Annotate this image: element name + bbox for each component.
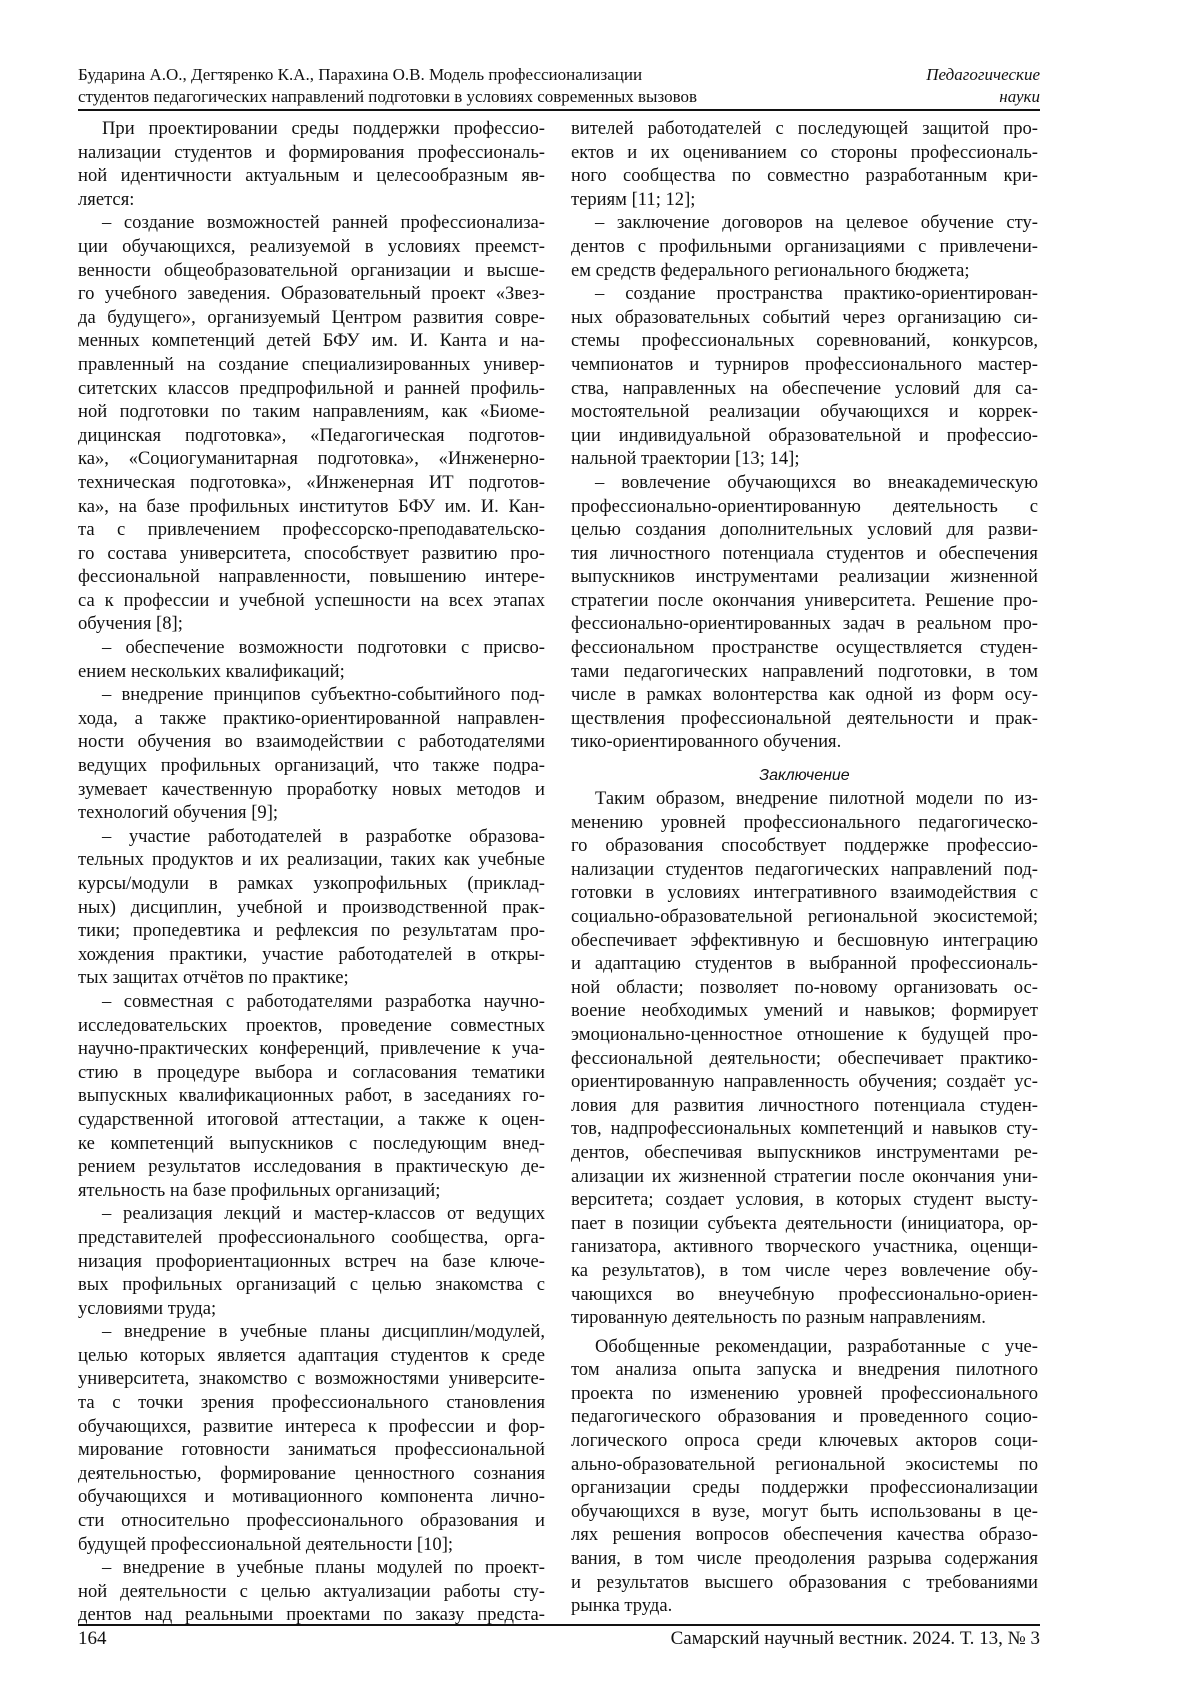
text-line: ке компетенций выпускников с последующим внед-: [78, 1132, 545, 1156]
text-line: ением нескольких квалификаций;: [78, 660, 545, 684]
text-line: дентов, обеспечивая выпускников инструментами ре-: [571, 1141, 1038, 1165]
text-line: обучающихся в вузе, могут быть использованы в це-: [571, 1500, 1038, 1524]
text-line: го учебного заведения. Образовательный проект «Звез-: [78, 282, 545, 306]
text-line: фессионально-ориентированных задач в реальном про-: [571, 612, 1038, 636]
text-line: обучающихся, развитие интереса к профессии и фор-: [78, 1415, 545, 1439]
header-divider: [78, 109, 1040, 111]
text-line: ганизатора, активного творческого участника, оценщи-: [571, 1235, 1038, 1259]
text-line: фессиональной направленности, повышению интере-: [78, 565, 545, 589]
text-line: ка результатов), в том числе через вовлечение обу-: [571, 1259, 1038, 1283]
paragraph: [78, 683, 545, 825]
text-line: ка», на базе профильных институтов БФУ им. И. Кан-: [78, 495, 545, 519]
text-line: го образования способствует поддержке профессио-: [571, 834, 1038, 858]
text-line: мостоятельной реализации обучающихся и коррек-: [571, 400, 1038, 424]
text-line: нальной траектории [13; 14];: [571, 447, 1038, 471]
text-line: – внедрение в учебные планы дисциплин/модулей,: [78, 1320, 545, 1344]
header-title-line: Бударина А.О., Дегтяренко К.А., Парахина О.В. Модель профессионализации: [78, 64, 697, 86]
text-line: чемпионатов и турниров профессионального мастер-: [571, 353, 1038, 377]
text-line: нализации студентов и формирования профессиональ-: [78, 141, 545, 165]
text-line: – внедрение принципов субъектно-событийного под-: [78, 683, 545, 707]
text-line: социально-образовательной региональной экосистемой;: [571, 905, 1038, 929]
text-line: сударственной итоговой аттестации, а также к оцен-: [78, 1108, 545, 1132]
text-line: ства, направленных на обеспечение условий для са-: [571, 377, 1038, 401]
text-line: готовки в условиях интегративного взаимодействия с: [571, 881, 1038, 905]
text-line: ной подготовки по таким направлениям, как «Биоме-: [78, 400, 545, 424]
text-line: – реализация лекций и мастер-классов от ведущих: [78, 1202, 545, 1226]
text-line: ем средств федерального регионального бюджета;: [571, 259, 1038, 283]
text-line: хода, а также практико-ориентированной направлен-: [78, 707, 545, 731]
text-line: вителей работодателей с последующей защитой про-: [571, 117, 1038, 141]
text-line: проекта по изменению уровней профессионального: [571, 1382, 1038, 1406]
text-line: вых профильных организаций с целью знакомства с: [78, 1273, 545, 1297]
text-line: фессиональном пространстве осуществляется студен-: [571, 636, 1038, 660]
text-line: тельных продуктов и их реализации, таких как учебные: [78, 848, 545, 872]
paragraph: [571, 1335, 1038, 1618]
text-line: – совместная с работодателями разработка научно-: [78, 990, 545, 1014]
paragraph: [78, 1320, 545, 1556]
text-line: научно-практических конференций, привлечение к уча-: [78, 1037, 545, 1061]
text-line: ловия для развития личностного потенциала студен-: [571, 1094, 1038, 1118]
page-number: 164: [78, 1627, 107, 1651]
text-line: ситетских классов предпрофильной и ранней профиль-: [78, 377, 545, 401]
text-line: будущей профессиональной деятельности [10];: [78, 1533, 545, 1557]
text-line: логического опроса среди ключевых акторов соци-: [571, 1429, 1038, 1453]
paragraph: [78, 1202, 545, 1320]
text-line: териям [11; 12];: [571, 188, 1038, 212]
text-line: – создание возможностей ранней профессионализа-: [78, 211, 545, 235]
text-line: ализации их жизненной стратегии после окончания уни-: [571, 1165, 1038, 1189]
paragraph: [571, 787, 1038, 1330]
text-line: рением результатов исследования в практическую де-: [78, 1155, 545, 1179]
text-line: – создание пространства практико-ориентирован-: [571, 282, 1038, 306]
paragraph: [78, 1556, 545, 1627]
text-line: нализации студентов педагогических направлений под-: [571, 858, 1038, 882]
right-text-column: [571, 117, 1038, 1618]
text-line: ной идентичности актуальным и целесообразным яв-: [78, 164, 545, 188]
paragraph: [571, 117, 1038, 211]
text-line: и адаптацию студентов в выбранной профессиональ-: [571, 952, 1038, 976]
text-line: низация профориентационных встреч на базе ключе-: [78, 1250, 545, 1274]
section-heading: Заключение: [571, 764, 1038, 787]
paragraph: [571, 282, 1038, 471]
text-line: ведущих профильных организаций, что также подра-: [78, 754, 545, 778]
paragraph: [78, 636, 545, 683]
text-line: фессиональной деятельности; обеспечивает практико-: [571, 1047, 1038, 1071]
text-line: технологий обучения [9];: [78, 801, 545, 825]
paragraph: [78, 117, 545, 211]
text-line: и результатов высшего образования с требованиями: [571, 1571, 1038, 1595]
text-line: го состава университета, способствует развитию про-: [78, 542, 545, 566]
text-line: лях решения вопросов обеспечения качества образо-: [571, 1523, 1038, 1547]
text-line: обучающихся и мотивационного компонента лично-: [78, 1485, 545, 1509]
paragraph: [78, 990, 545, 1202]
text-line: числе в рамках волонтерства как одной из форм осу-: [571, 683, 1038, 707]
text-line: ляется:: [78, 188, 545, 212]
text-line: выпускных квалификационных работ, в заседаниях го-: [78, 1084, 545, 1108]
journal-citation: Самарский научный вестник. 2024. Т. 13, № 3: [671, 1627, 1040, 1651]
text-line: курсы/модули в рамках узкопрофильных (приклад-: [78, 872, 545, 896]
text-line: да будущего», организуемый Центром развития совре-: [78, 306, 545, 330]
text-line: та с точки зрения профессионального становления: [78, 1391, 545, 1415]
text-line: ции индивидуальной образовательной и профессио-: [571, 424, 1038, 448]
text-line: вания, в том числе преодоления разрыва содержания: [571, 1547, 1038, 1571]
paragraph: [571, 211, 1038, 282]
text-line: целью которых является адаптация студентов к среде: [78, 1344, 545, 1368]
text-line: са к профессии и учебной успешности на всех этапах: [78, 589, 545, 613]
text-line: – внедрение в учебные планы модулей по проект-: [78, 1556, 545, 1580]
footer-divider: [78, 1624, 1040, 1626]
text-line: дентов над реальными проектами по заказу предста-: [78, 1603, 545, 1627]
text-line: – заключение договоров на целевое обучение сту-: [571, 211, 1038, 235]
text-line: тированную деятельность по разным направлениям.: [571, 1306, 1038, 1330]
text-line: При проектировании среды поддержки профессио-: [78, 117, 545, 141]
text-line: тия личностного потенциала студентов и обеспечения: [571, 542, 1038, 566]
text-line: мирование готовности заниматься профессиональной: [78, 1438, 545, 1462]
text-line: тами педагогических направлений подготовки, в том: [571, 660, 1038, 684]
text-line: педагогического образования и проведенного социо-: [571, 1405, 1038, 1429]
header-title-line: студентов педагогических направлений подготовки в условиях современных вызовов: [78, 86, 697, 108]
text-line: верситета; создает условия, в которых студент высту-: [571, 1188, 1038, 1212]
text-line: ятельность на базе профильных организаций;: [78, 1179, 545, 1203]
text-line: ных образовательных событий через организацию си-: [571, 306, 1038, 330]
header-article-title: [78, 64, 697, 108]
text-line: – участие работодателей в разработке образова-: [78, 825, 545, 849]
text-line: ществления профессиональной деятельности и прак-: [571, 707, 1038, 731]
text-line: та с привлечением профессорско-преподавательско-: [78, 518, 545, 542]
text-line: Таким образом, внедрение пилотной модели по из-: [571, 787, 1038, 811]
text-line: ка», «Социогуманитарная подготовка», «Инженерно-: [78, 447, 545, 471]
text-line: ной области; позволяет по-новому организовать ос-: [571, 976, 1038, 1000]
text-line: – вовлечение обучающихся во внеакадемическую: [571, 471, 1038, 495]
header-section-line: науки: [926, 86, 1040, 108]
text-line: ности обучения во взаимодействии с работодателями: [78, 730, 545, 754]
text-line: чающихся во внеучебную профессионально-ориен-: [571, 1283, 1038, 1307]
text-line: университета, знакомство с возможностями университе-: [78, 1367, 545, 1391]
text-line: – обеспечение возможности подготовки с присво-: [78, 636, 545, 660]
header-section-line: Педагогические: [926, 64, 1040, 86]
text-line: ного сообщества по совместно разработанным кри-: [571, 164, 1038, 188]
text-line: менению уровней профессионального педагогическо-: [571, 811, 1038, 835]
text-line: обучения [8];: [78, 612, 545, 636]
paragraph: [78, 825, 545, 990]
text-line: деятельностью, формирование ценностного сознания: [78, 1462, 545, 1486]
text-line: менных компетенций детей БФУ им. И. Канта и на-: [78, 329, 545, 353]
paragraph: [571, 471, 1038, 754]
text-line: стемы профессиональных соревнований, конкурсов,: [571, 329, 1038, 353]
text-line: ции обучающихся, реализуемой в условиях преемст-: [78, 235, 545, 259]
text-line: правленный на создание специализированных универ-: [78, 353, 545, 377]
text-line: ных) дисциплин, учебной и производственной прак-: [78, 896, 545, 920]
text-line: хождения практики, участие работодателей в откры-: [78, 943, 545, 967]
text-line: эмоционально-ценностное отношение к будущей про-: [571, 1023, 1038, 1047]
text-line: рынка труда.: [571, 1594, 1038, 1618]
text-line: дицинская подготовка», «Педагогическая подготов-: [78, 424, 545, 448]
text-line: тико-ориентированного обучения.: [571, 730, 1038, 754]
text-line: целью создания дополнительных условий для разви-: [571, 518, 1038, 542]
text-line: техническая подготовка», «Инженерная ИТ подготов-: [78, 471, 545, 495]
header-section: [926, 64, 1040, 108]
text-line: представителей профессионального сообщества, орга-: [78, 1226, 545, 1250]
text-line: ной деятельности с целью актуализации работы сту-: [78, 1580, 545, 1604]
text-line: стию в процедуре выбора и согласования тематики: [78, 1061, 545, 1085]
text-line: ектов и их оцениванием со стороны профессиональ-: [571, 141, 1038, 165]
text-line: сти относительно профессионального образования и: [78, 1509, 545, 1533]
text-line: стратегии после окончания университета. Решение про-: [571, 589, 1038, 613]
text-line: ориентированную направленность обучения; создаёт ус-: [571, 1070, 1038, 1094]
text-line: пает в позиции субъекта деятельности (инициатора, ор-: [571, 1212, 1038, 1236]
text-line: организации среды поддержки профессионализации: [571, 1476, 1038, 1500]
text-line: обеспечивает эффективную и бесшовную интеграцию: [571, 929, 1038, 953]
text-line: Обобщенные рекомендации, разработанные с уче-: [571, 1335, 1038, 1359]
text-line: тов, надпрофессиональных компетенций и навыков сту-: [571, 1117, 1038, 1141]
text-line: ально-образовательной региональной экосистемы по: [571, 1453, 1038, 1477]
text-line: том анализа опыта запуска и внедрения пилотного: [571, 1358, 1038, 1382]
left-text-column: [78, 117, 545, 1627]
text-line: тых защитах отчётов по практике;: [78, 966, 545, 990]
text-line: профессионально-ориентированную деятельность с: [571, 495, 1038, 519]
text-line: венности общеобразовательной организации и высше-: [78, 259, 545, 283]
text-line: дентов с профильными организациями с привлечени-: [571, 235, 1038, 259]
text-line: выпускников инструментами реализации жизненной: [571, 565, 1038, 589]
text-line: исследовательских проектов, проведение совместных: [78, 1014, 545, 1038]
text-line: тики; пропедевтика и рефлексия по результатам про-: [78, 919, 545, 943]
paragraph: [78, 211, 545, 636]
text-line: условиями труда;: [78, 1297, 545, 1321]
text-line: зумевает качественную проработку новых методов и: [78, 778, 545, 802]
text-line: воение необходимых умений и навыков; формирует: [571, 999, 1038, 1023]
